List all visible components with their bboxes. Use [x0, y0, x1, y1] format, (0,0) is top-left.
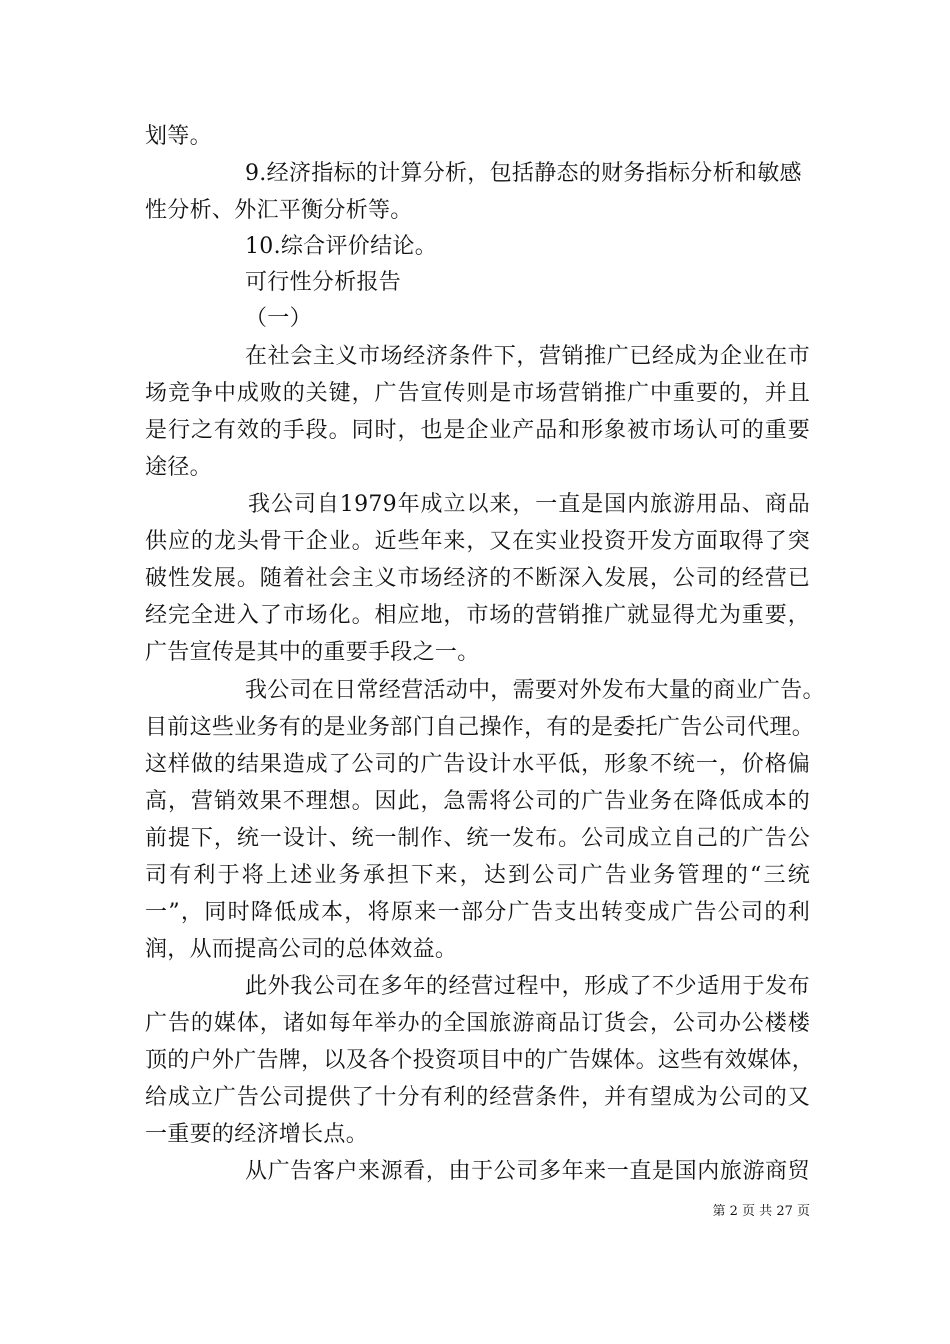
- text-line: 9.经济指标的计算分析，包括静态的财务指标分析和敏感: [245, 161, 802, 186]
- text-line: 我公司在日常经营活动中，需要对外发布大量的商业广告。: [245, 678, 825, 703]
- text-line: 司有利于将上述业务承担下来，达到公司广告业务管理的“三统: [145, 863, 810, 888]
- section-number: （一）: [245, 306, 312, 331]
- text-line: 是行之有效的手段。同时，也是企业产品和形象被市场认可的重要: [145, 418, 810, 443]
- text-line: 顶的户外广告牌，以及各个投资项目中的广告媒体。这些有效媒体，: [145, 1048, 815, 1073]
- text-line: 场竞争中成败的关键，广告宣传则是市场营销推广中重要的，并且: [145, 381, 810, 406]
- text-line: 一”，同时降低成本，将原来一部分广告支出转变成广告公司的利: [145, 900, 810, 925]
- text-line: 途径。: [145, 455, 212, 480]
- text-line: 这样做的结果造成了公司的广告设计水平低，形象不统一，价格偏: [145, 752, 810, 777]
- text-line: 前提下，统一设计、统一制作、统一发布。公司成立自己的广告公: [145, 826, 810, 851]
- text-line: 广告的媒体，诸如每年举办的全国旅游商品订货会，公司办公楼楼: [145, 1011, 810, 1036]
- text-line: 供应的龙头骨干企业。近些年来，又在实业投资开发方面取得了突: [145, 529, 810, 554]
- text-line: 在社会主义市场经济条件下，营销推广已经成为企业在市: [245, 344, 810, 369]
- text-line: 广告宣传是其中的重要手段之一。: [145, 640, 480, 665]
- text-line: 从广告客户来源看，由于公司多年来一直是国内旅游商贸: [245, 1159, 810, 1184]
- text-line: 润，从而提高公司的总体效益。: [145, 937, 458, 962]
- section-title: 可行性分析报告: [245, 270, 402, 295]
- text-line: 高，营销效果不理想。因此，急需将公司的广告业务在降低成本的: [145, 789, 810, 814]
- text-line: 此外我公司在多年的经营过程中，形成了不少适用于发布: [245, 974, 810, 999]
- text-line: 一重要的经济增长点。: [145, 1122, 369, 1147]
- text-line: 性分析、外汇平衡分析等。: [145, 198, 413, 223]
- text-line: 破性发展。随着社会主义市场经济的不断深入发展，公司的经营已: [145, 566, 810, 591]
- text-line: 给成立广告公司提供了十分有利的经营条件，并有望成为公司的又: [145, 1085, 810, 1110]
- text-line: 我公司自1979年成立以来，一直是国内旅游用品、商品: [248, 492, 810, 517]
- text-line: 划等。: [145, 124, 212, 149]
- text-line: 经完全进入了市场化。相应地，市场的营销推广就显得尤为重要，: [145, 603, 810, 628]
- text-line: 目前这些业务有的是业务部门自己操作，有的是委托广告公司代理。: [145, 715, 815, 740]
- page-number-footer: 第 2 页 共 27 页: [712, 1204, 810, 1219]
- text-line: 10.综合评价结论。: [245, 234, 437, 259]
